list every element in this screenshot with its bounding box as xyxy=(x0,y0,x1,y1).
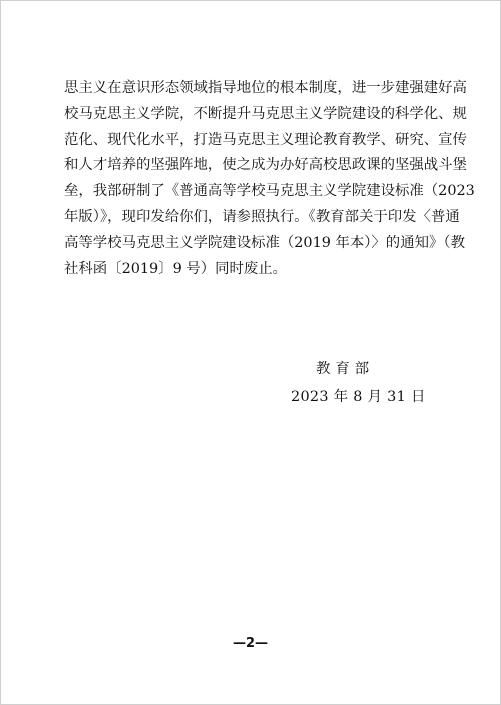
issuer-signature: 教育部 xyxy=(316,361,375,377)
body-line-3: 范化、现代化水平，打造马克思主义理论教育教学、研究、宣传 xyxy=(64,131,467,148)
signature-date: 2023 年 8 月 31 日 xyxy=(291,389,426,405)
body-line-6: 年版）》，现印发给你们，请参照执行。《教育部关于印发〈普通 xyxy=(64,208,460,225)
body-line-5: 垒，我部研制了《普通高等学校马克思主义学院建设标准（2023 xyxy=(64,183,475,200)
body-line-1: 思主义在意识形态领域指导地位的根本制度，进一步建强建好高 xyxy=(64,80,467,96)
body-line-7: 高等学校马克思主义学院建设标准（2019 年本）〉的通知》（教 xyxy=(64,234,465,251)
body-line-8: 社科函〔2019〕9 号）同时废止。 xyxy=(64,260,288,277)
document-body xyxy=(64,76,475,282)
body-line-4: 和人才培养的坚强阵地，使之成为办好高校思政课的坚强战斗堡 xyxy=(64,157,467,174)
page-number: —2— xyxy=(232,636,269,651)
body-line-2: 校马克思主义学院，不断提升马克思主义学院建设的科学化、规 xyxy=(64,105,467,122)
